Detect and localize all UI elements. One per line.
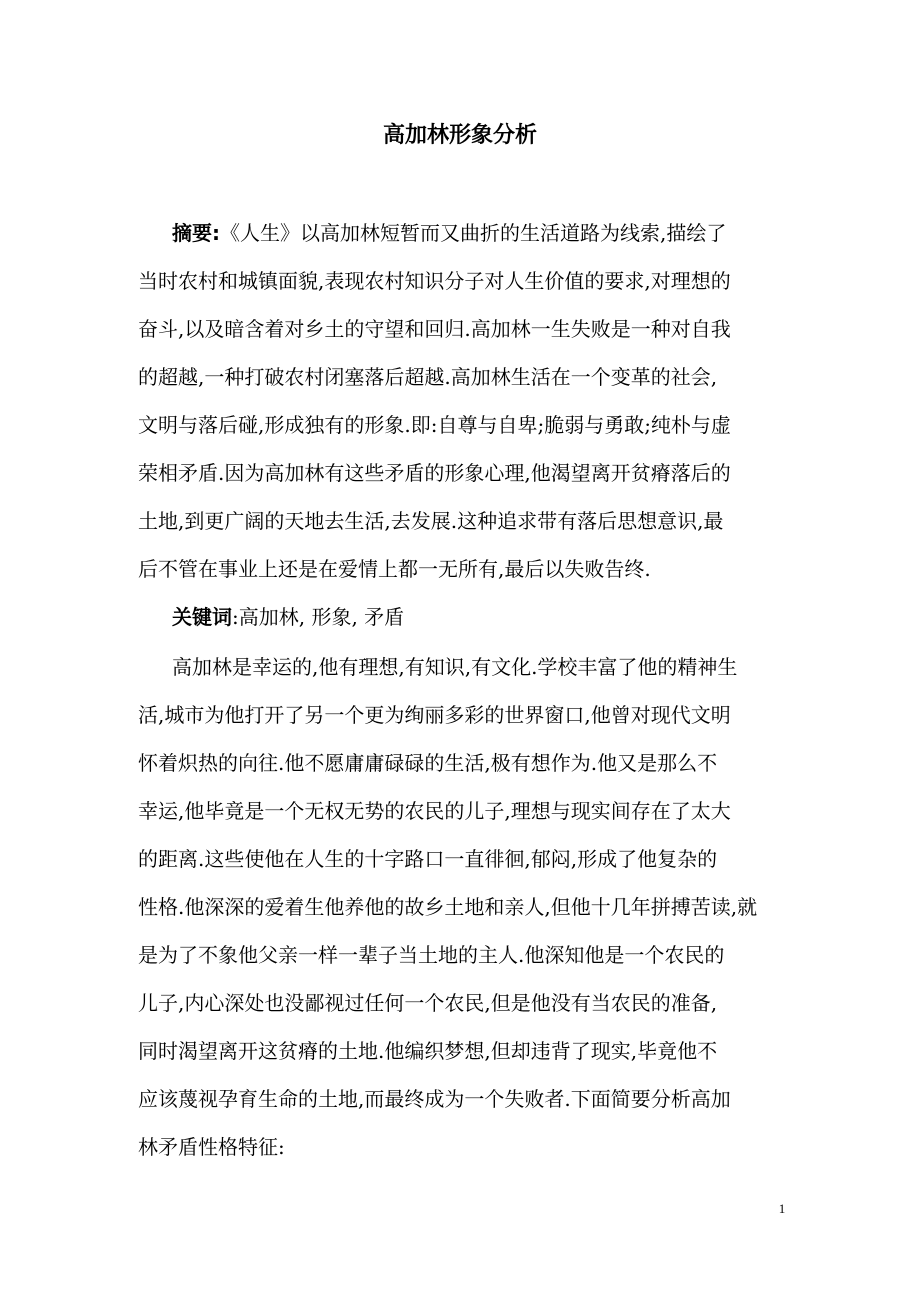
abstract-text: 《人生》以高加林短暂而又曲折的生活道路为线索,描绘了 <box>220 221 727 245</box>
abstract-line-1 <box>172 212 818 254</box>
abstract-label: 摘要: <box>172 221 220 245</box>
body-line-2: 活,城市为他打开了另一个更为绚丽多彩的世界窗口,他曾对现代文明 <box>138 703 731 727</box>
body-line-3: 怀着炽热的向往.他不愿庸庸碌碌的生活,极有想作为.他又是那么不 <box>138 751 718 775</box>
keywords-text: :高加林, 形象, 矛盾 <box>232 605 405 629</box>
abstract-line-5: 文明与落后碰,形成独有的形象.即:自尊与自卑;脆弱与勇敢;纯朴与虚 <box>138 413 731 437</box>
abstract-line-4: 的超越,一种打破农村闭塞落后超越.高加林生活在一个变革的社会, <box>138 365 718 389</box>
body-line-9: 同时渴望离开这贫瘠的土地.他编织梦想,但却违背了现实,毕竟他不 <box>138 1039 718 1063</box>
body-line-4: 幸运,他毕竟是一个无权无势的农民的儿子,理想与现实间存在了太大 <box>138 799 731 823</box>
body-line-10: 应该蔑视孕育生命的土地,而最终成为一个失败者.下面简要分析高加 <box>138 1087 731 1111</box>
body-line-6: 性格.他深深的爱着生他养他的故乡土地和亲人,但他十几年拼搏苦读,就 <box>138 895 758 919</box>
keywords-label: 关键词 <box>172 605 232 629</box>
body-line-8: 儿子,内心深处也没鄙视过任何一个农民,但是他没有当农民的准备, <box>138 991 718 1015</box>
abstract-line-2: 当时农村和城镇面貌,表现农村知识分子对人生价值的要求,对理想的 <box>138 269 731 293</box>
abstract-line-7: 土地,到更广阔的天地去生活,去发展.这种追求带有落后思想意识,最 <box>138 509 724 533</box>
document-title: 高加林形象分析 <box>382 123 537 148</box>
body-line-11: 林矛盾性格特征: <box>138 1135 285 1159</box>
abstract-line-8: 后不管在事业上还是在爱情上都一无所有,最后以失败告终. <box>138 557 651 581</box>
body-line-1: 高加林是幸运的,他有理想,有知识,有文化.学校丰富了他的精神生 <box>172 655 738 679</box>
abstract-line-3: 奋斗,以及暗含着对乡土的守望和回归.高加林一生失败是一种对自我 <box>138 317 731 341</box>
body-line-5: 的距离.这些使他在人生的十字路口一直徘徊,郁闷,形成了他复杂的 <box>138 847 718 871</box>
body-line-7: 是为了不象他父亲一样一辈子当土地的主人.他深知他是一个农民的 <box>138 943 725 967</box>
page-number: 1 <box>778 1201 786 1216</box>
abstract-line-6: 荣相矛盾.因为高加林有这些矛盾的形象心理,他渴望离开贫瘠落后的 <box>138 461 731 485</box>
keywords-line <box>172 596 818 638</box>
